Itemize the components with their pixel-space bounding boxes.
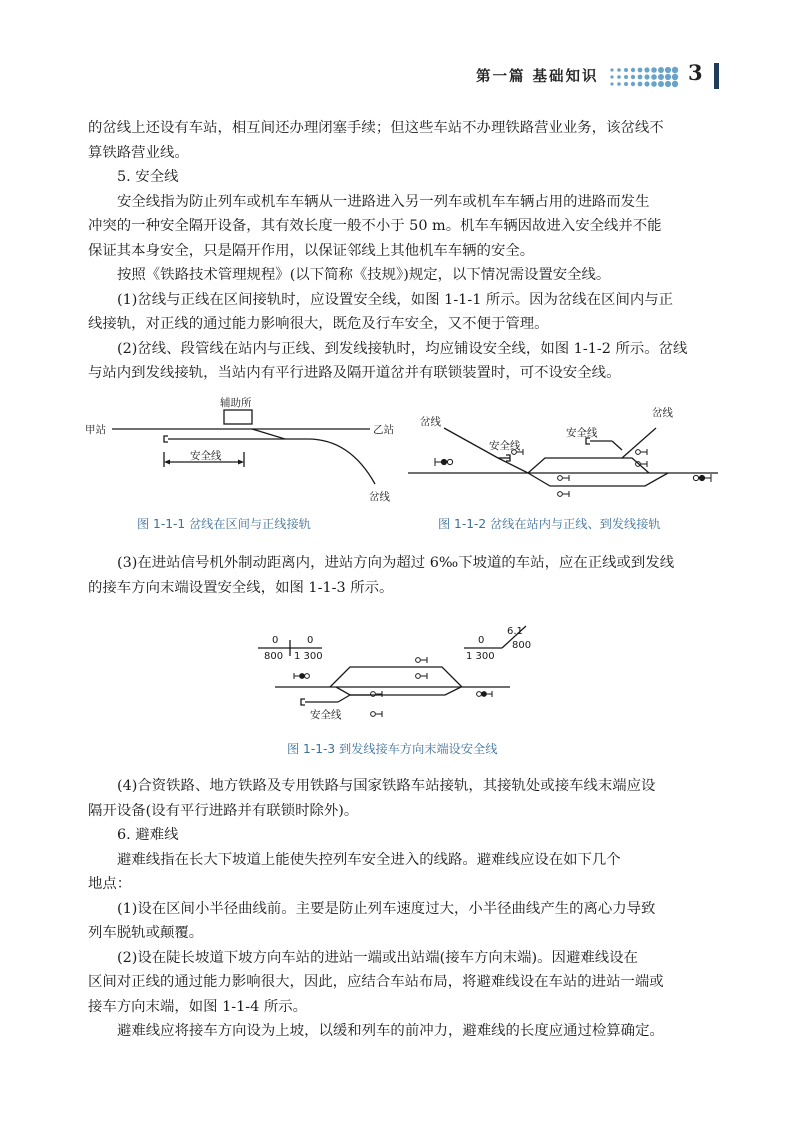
branch-line-label: 岔线 xyxy=(369,491,390,503)
lower-arrival-line xyxy=(528,473,668,486)
figure-1-1-2-diagram xyxy=(400,398,730,508)
length-right-value-1: 1 300 xyxy=(466,651,495,662)
length-left-value-2: 1 300 xyxy=(294,651,323,662)
header-title: 第一篇 基础知识 xyxy=(476,69,599,85)
body-text-middle xyxy=(88,551,714,600)
section-heading-safety-line: 5. 安全线 xyxy=(117,169,179,185)
auxiliary-post-box xyxy=(224,410,252,424)
header-dots-decoration xyxy=(608,66,684,88)
paragraph-line: 安全线指为防止列车或机车车辆从一进路进入另一列车或机车车辆占用的进路而发生 xyxy=(117,193,650,210)
paragraph-line: 的接车方向末端设置安全线，如图 1-1-3 所示。 xyxy=(88,579,394,596)
header-accent-bar xyxy=(714,63,719,89)
paragraph-line: 的岔线上还设有车站，相互间还办理闭塞手续；但这些车站不办理铁路营业业务，该岔线不 xyxy=(88,120,664,136)
figure-1-1-2-caption: 图 1-1-2 岔线在站内与正线、到发线接轨 xyxy=(438,517,661,531)
branch-right-label: 岔线 xyxy=(652,407,673,419)
grade-left-value-2: 0 xyxy=(307,635,314,646)
safety-line-label: 安全线 xyxy=(310,709,342,721)
paragraph-line: (2)岔线、段管线在站内与正线、到发线接轨时，均应铺设安全线，如图 1-1-2 所示。岔线 xyxy=(117,340,688,357)
section-heading-refuge-line: 6. 避难线 xyxy=(117,827,179,843)
paragraph-line: 地点： xyxy=(88,876,132,892)
body-text-top xyxy=(88,116,714,386)
grade-right-value-1: 0 xyxy=(478,635,485,646)
figure-1-1-1-diagram xyxy=(80,392,410,512)
paragraph-line: 避难线应将接车方向设为上坡，以缓和列车的前冲力，避难线的长度应通过检算确定。 xyxy=(117,1023,664,1039)
lower-arrival-line xyxy=(336,687,461,695)
paragraph-line: (4)合资铁路、地方铁路及专用铁路与国家铁路车站接轨，其接轨处或接车线末端应设 xyxy=(117,778,656,794)
body-text-bottom xyxy=(88,774,714,1044)
figure-1-1-3-caption: 图 1-1-3 到发线接车方向末端设安全线 xyxy=(287,742,498,756)
right-branch xyxy=(622,428,656,458)
grade-right-value-2: 6.1 xyxy=(507,626,523,637)
branch-left-label: 岔线 xyxy=(420,416,441,428)
paragraph-line: 列车脱轨或颠覆。 xyxy=(88,925,204,941)
station-b-label: 乙站 xyxy=(373,424,394,436)
safety-right-label: 安全线 xyxy=(566,427,598,439)
safety-left-label: 安全线 xyxy=(489,440,521,452)
paragraph-line: (3)在进站信号机外制动距离内，进站方向为超过 6‰下坡道的车站，应在正线或到发线 xyxy=(117,555,675,571)
paragraph-line: 冲突的一种安全隔开设备，其有效长度一般不小于 50 m。机车车辆因故进入安全线并不能 xyxy=(88,218,662,234)
figure-1-1-1-caption: 图 1-1-1 岔线在区间与正线接轨 xyxy=(137,517,311,531)
paragraph-line: 线接轨，对正线的通过能力影响很大，既危及行车安全，又不便于管理。 xyxy=(88,316,549,332)
aux-post-label: 辅助所 xyxy=(220,397,252,409)
paragraph-line: 接车方向末端，如图 1-1-4 所示。 xyxy=(88,998,308,1015)
paragraph-line: (1)岔线与正线在区间接轨时，应设置安全线，如图 1-1-1 所示。因为岔线在区间内与正 xyxy=(117,291,674,308)
upper-arrival-line xyxy=(330,667,462,687)
paragraph-line: (2)设在陡长坡道下坡方向车站的进站一端或出站端(接车方向末端)。因避难线设在 xyxy=(117,949,638,966)
paragraph-line: 保证其本身安全，只是隔开作用，以保证邻线上其他机车车辆的安全。 xyxy=(88,242,535,259)
paragraph-line: 按照《铁路技术管理规程》(以下简称《技规》)规定，以下情况需设置安全线。 xyxy=(117,267,611,283)
grade-left-value-1: 0 xyxy=(272,635,279,646)
paragraph-line: 算铁路营业线。 xyxy=(88,144,189,161)
page-header xyxy=(470,62,740,92)
paragraph-line: 区间对正线的通过能力影响很大，因此，应结合车站布局，将避难线设在车站的进站一端或 xyxy=(88,974,664,990)
paragraph-line: 避难线指在长大下坡道上能使失控列车安全进入的线路。避难线应设在如下几个 xyxy=(117,851,621,868)
paragraph-line: 隔开设备(设有平行进路并有联锁时除外)。 xyxy=(88,802,359,819)
length-left-value-1: 800 xyxy=(264,651,284,662)
station-a-label: 甲站 xyxy=(85,424,106,436)
upper-arrival-line xyxy=(528,458,649,473)
paragraph-line: (1)设在区间小半径曲线前。主要是防止列车速度过大，小半径曲线产生的离心力导致 xyxy=(117,900,656,917)
page-number: 3 xyxy=(688,60,703,85)
paragraph-line: 与站内到发线接轨，当站内有平行进路及隔开道岔并有联锁装置时，可不设安全线。 xyxy=(88,365,621,381)
figure-1-1-3-diagram xyxy=(250,620,550,725)
length-right-value-2: 800 xyxy=(512,640,532,651)
safety-line-label: 安全线 xyxy=(190,450,222,462)
